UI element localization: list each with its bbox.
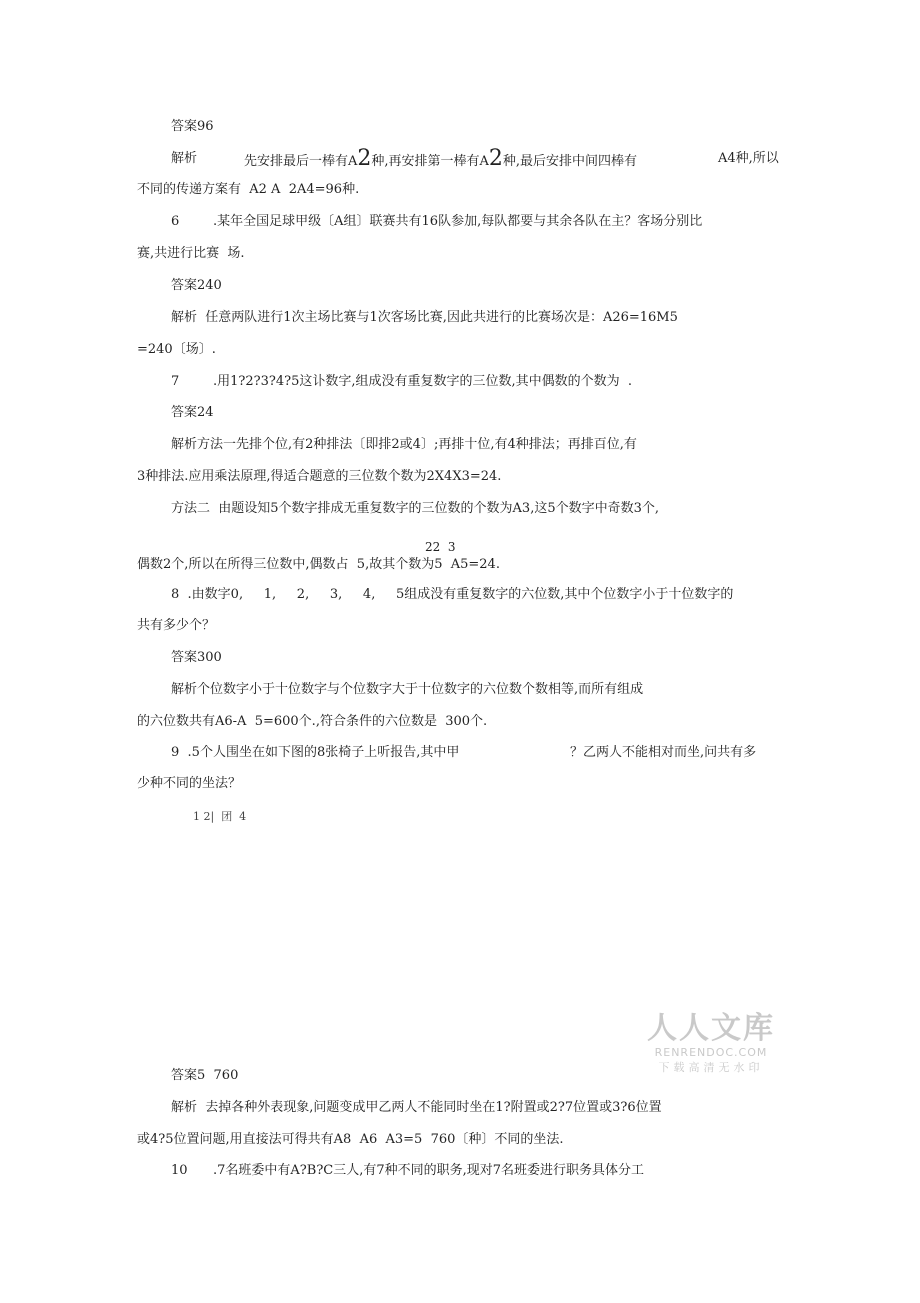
explain-q7-sup: 22 3 — [425, 540, 456, 554]
explain-q8-line2: 的六位数共有A6-A 5=600个.,符合条件的六位数是 300个. — [137, 714, 488, 729]
q6-number: 6 — [171, 214, 180, 229]
q6-line2: 赛,共进行比赛 场. — [137, 246, 245, 261]
explain-q9-line1: 解析 去掉各种外表现象,问题变成甲乙两人不能同时坐在1?附置或2?7位置或3?6位置 — [171, 1100, 662, 1115]
q7-number: 7 — [171, 374, 180, 389]
q8-line2: 共有多少个？ — [137, 618, 216, 633]
answer-300: 答案300 — [171, 650, 222, 665]
explain-q8-line1: 解析个位数字小于十位数字与个位数字大于十位数字的六位数个数相等,而所有组成 — [171, 682, 644, 697]
q9-line1-tail: ？乙两人不能相对而坐,问共有多 — [570, 745, 757, 760]
answer-240: 答案240 — [171, 278, 222, 293]
q6-line1: .某年全国足球甲级〔A组〕联赛共有16队参加,每队都要与其余各队在主？客场分别比 — [213, 214, 703, 229]
q7-line1: .用1?2?3?4?5这讣数字,组成没有重复数字的三位数,其中偶数的个数为 . — [213, 374, 633, 389]
answer-5760: 答案5 760 — [171, 1068, 239, 1083]
explain-q7-line2: 3种排法.应用乘法原理,得适合题意的三位数个数为2X4X3=24. — [137, 469, 502, 484]
q8-line1: 8 .由数字0, 1, 2, 3, 4, 5组成没有重复数字的六位数,其中个位数字小于十位数字的 — [171, 587, 734, 602]
answer-96: 答案96 — [171, 119, 214, 134]
q10-line1: .7名班委中有A?B?C三人,有7种不同的职务,现对7名班委进行职务具体分工 — [213, 1163, 645, 1178]
explain-q6-line1: 解析 任意两队进行1次主场比赛与1次客场比赛,因此共进行的比赛场次是：A26=16M5 — [171, 310, 678, 325]
explain-q6-line2: =240〔场〕. — [137, 342, 216, 357]
q9-line1: 9 .5个人围坐在如下图的8张椅子上听报告,其中甲 — [171, 745, 460, 760]
explain-q5-line2: 不同的传递方案有 A2 A 2A4=96种. — [137, 182, 360, 197]
explain-q9-line2: 或4?5位置问题,用直接法可得共有A8 A6 A3=5 760〔种〕不同的坐法. — [137, 1132, 564, 1147]
explain-q7-method2: 方法二 由题设知5个数字排成无重复数字的三位数的个数为A3,这5个数字中奇数3个, — [171, 501, 660, 516]
explain-q5-line1: 先安排最后一棒有A2种,再安排第一棒有A2种,最后安排中间四棒有 — [244, 146, 638, 171]
q10-number: 10 — [171, 1163, 188, 1178]
watermark — [646, 1012, 776, 1076]
seat-figure-caption: 1 2| 团 4 — [193, 810, 247, 823]
q9-line2: 少种不同的坐法？ — [137, 776, 242, 791]
watermark-title: 人人文库 — [647, 1011, 775, 1046]
explain-q7-method2b: 偶数2个,所以在所得三位数中,偶数占 5,故其个数为5 A5=24. — [137, 557, 500, 572]
explain-q7-line1: 解析方法一先排个位,有2种排法〔即排2或4〕;再排十位,有4种排法；再排百位,有 — [171, 437, 637, 452]
explain-label: 解析 — [171, 151, 198, 166]
answer-24: 答案24 — [171, 405, 214, 420]
watermark-site: RENRENDOC.COM — [654, 1046, 768, 1059]
explain-q5-line1-tail: A4种,所以 — [718, 151, 779, 166]
watermark-slogan: 下载高清无水印 — [658, 1061, 764, 1074]
